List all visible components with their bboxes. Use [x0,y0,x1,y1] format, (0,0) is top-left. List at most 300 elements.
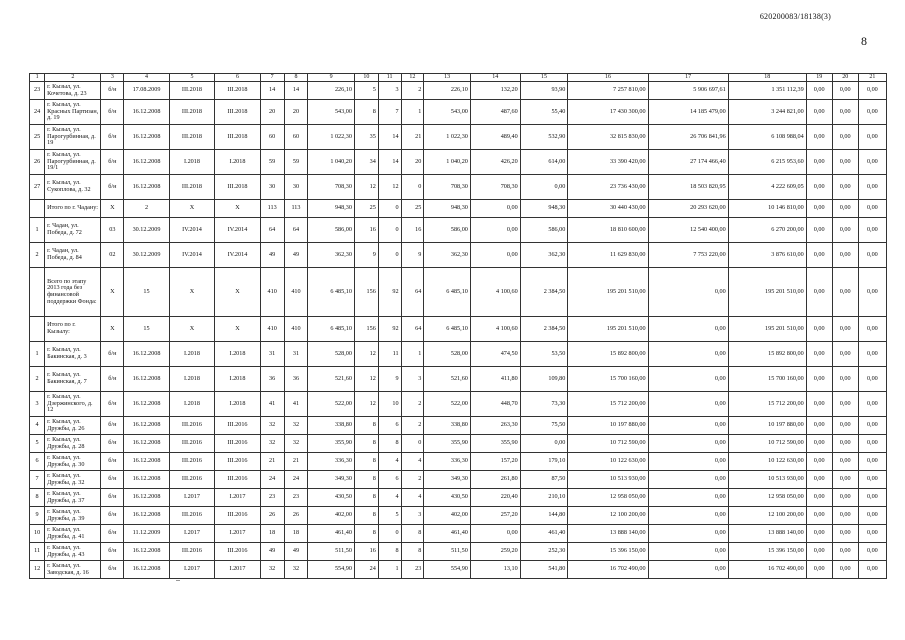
table-cell: 12 [354,392,378,417]
table-cell: 0,00 [806,367,832,392]
table-cell: 541,80 [520,561,568,579]
table-cell: б/н [101,435,124,453]
table-cell: 3 [30,392,45,417]
table-cell: 16.12.2008 [124,453,170,471]
table-cell: 21 [260,453,284,471]
table-cell: X [101,317,124,342]
address-cell: г. Кызыл, ул. Дружбы, д. 30 [45,453,101,471]
table-cell: 0,00 [858,543,886,561]
table-cell: 521,60 [308,367,355,392]
table-cell: 16.12.2008 [124,125,170,150]
table-cell: 64 [401,317,424,342]
table-cell: 13 888 140,00 [728,525,806,543]
table-cell: 0,00 [806,489,832,507]
table-cell: X [169,200,215,218]
table-cell: 132,20 [470,82,520,100]
table-cell: 0,00 [858,82,886,100]
table-cell: 0,00 [648,317,728,342]
column-number-row [30,74,887,82]
address-cell: г. Кызыл, ул. Сукоплова, д. 32 [45,175,101,200]
table-cell: 0,00 [648,268,728,317]
column-number: 13 [424,74,471,82]
table-cell: 23 [30,82,45,100]
table-row [30,317,887,342]
table-cell: 0,00 [806,435,832,453]
table-cell: 6 [378,471,401,489]
table-cell: 261,80 [470,471,520,489]
table-cell: 3 [378,82,401,100]
table-cell: III.2016 [215,453,261,471]
table-cell: 64 [284,218,308,243]
table-cell: 14 185 479,00 [648,100,728,125]
table-cell: 179,10 [520,453,568,471]
table-cell: 0 [401,175,424,200]
table-cell: б/н [101,342,124,367]
table-cell: 4 [378,489,401,507]
table-cell: 16.12.2008 [124,150,170,175]
table-cell: 0,00 [520,175,568,200]
table-cell: 0,00 [832,200,858,218]
table-cell: 18 503 820,95 [648,175,728,200]
table-cell: 10 197 880,00 [568,417,648,435]
table-cell: 7 [378,100,401,125]
table-cell: 0 [401,435,424,453]
table-cell: 49 [284,543,308,561]
table-cell: 14 [378,125,401,150]
table-cell: 0,00 [858,100,886,125]
table-cell: 16.12.2008 [124,417,170,435]
address-cell: г. Кызыл, ул. Дружбы, д. 43 [45,543,101,561]
table-cell: 14 [378,150,401,175]
table-cell: 16.12.2008 [124,543,170,561]
table-cell: 10 [30,525,45,543]
column-number: 9 [308,74,355,82]
table-cell: б/н [101,471,124,489]
table-cell: 226,10 [308,82,355,100]
table-cell: I.2018 [215,392,261,417]
table-cell: 532,90 [520,125,568,150]
table-cell: 30.12.2009 [124,243,170,268]
table-cell: 355,90 [308,435,355,453]
table-cell: 0,00 [806,392,832,417]
column-number: 21 [858,74,886,82]
table-cell: 0,00 [806,317,832,342]
table-cell: 0,00 [858,125,886,150]
table-cell: 15 [124,268,170,317]
table-cell: 16 702 490,00 [728,561,806,579]
address-cell: г. Кызыл, ул. Дружбы, д. 32 [45,471,101,489]
table-cell: 31 [260,342,284,367]
table-cell: 21 [401,125,424,150]
table-cell: 92 [378,317,401,342]
table-cell: 195 201 510,00 [728,268,806,317]
table-cell: 0,00 [832,435,858,453]
table-cell: 4 [378,453,401,471]
table-cell: III.2018 [215,100,261,125]
table-cell: 554,90 [308,561,355,579]
table-cell: 15 700 160,00 [728,367,806,392]
table-cell: 0,00 [470,218,520,243]
page-number: 8 [861,34,867,48]
column-number: 3 [101,74,124,82]
table-cell: 338,80 [424,417,471,435]
table-cell: 26 [284,507,308,525]
table-cell: 03 [101,218,124,243]
table-cell: 12 100 200,00 [568,507,648,525]
table-cell: 30.12.2009 [124,218,170,243]
table-cell: 17 430 300,00 [568,100,648,125]
table-cell: 18 810 600,00 [568,218,648,243]
column-number: 18 [728,74,806,82]
table-cell: 0,00 [832,489,858,507]
table-cell: 23 [401,561,424,579]
table-cell: 12 [354,175,378,200]
column-number: 16 [568,74,648,82]
table-cell: 12 [354,367,378,392]
table-cell: б/н [101,150,124,175]
table-cell: 11 [378,342,401,367]
table-cell: 0,00 [648,561,728,579]
column-number: 5 [169,74,215,82]
table-cell: 16.12.2008 [124,342,170,367]
table-cell: 0,00 [832,82,858,100]
table-cell: 0,00 [470,200,520,218]
table-cell: 16.12.2008 [124,367,170,392]
column-number: 10 [354,74,378,82]
address-cell: г. Кызыл, ул. Дружбы, д. 39 [45,507,101,525]
table-cell: 49 [284,243,308,268]
table-cell: 41 [260,392,284,417]
table-cell: 6 485,10 [424,317,471,342]
table-cell: 73,30 [520,392,568,417]
table-cell: 0,00 [832,218,858,243]
column-number: 6 [215,74,261,82]
table-cell: 23 736 430,00 [568,175,648,200]
table-cell: 528,00 [308,342,355,367]
table-cell: I.2017 [215,489,261,507]
table-cell: 15 396 150,00 [728,543,806,561]
table-cell: 0,00 [648,367,728,392]
table-cell: I.2017 [215,525,261,543]
table-cell: 33 390 420,00 [568,150,648,175]
table-cell: 12 958 050,00 [728,489,806,507]
table-cell: 49 [260,243,284,268]
table-cell: 511,50 [308,543,355,561]
table-cell: 15 892 800,00 [728,342,806,367]
table-cell: I.2018 [169,342,215,367]
table-cell: III.2016 [215,417,261,435]
table-cell: 25 [354,200,378,218]
table-cell: 448,70 [470,392,520,417]
table-cell: 14 [260,82,284,100]
table-cell: 1 [378,561,401,579]
table-cell: 32 [260,561,284,579]
table-cell: 3 [401,367,424,392]
table-cell: 195 201 510,00 [568,317,648,342]
table-cell: 708,30 [470,175,520,200]
table-cell: 0,00 [832,392,858,417]
table-cell: 25 [30,125,45,150]
table-cell: 27 [30,175,45,200]
table-cell: 0,00 [858,392,886,417]
table-cell: 411,80 [470,367,520,392]
table-cell: 362,30 [424,243,471,268]
table-cell: 614,00 [520,150,568,175]
table-cell: 2 [30,367,45,392]
table-cell: 26 [260,507,284,525]
table-cell [30,200,45,218]
address-cell: г. Кызыл, ул. Дружбы, д. 41 [45,525,101,543]
table-cell: 156 [354,268,378,317]
table-cell: 487,60 [470,100,520,125]
table-cell: 263,30 [470,417,520,435]
table-cell: 522,00 [308,392,355,417]
table-cell: 1 040,20 [308,150,355,175]
table-cell: 59 [260,150,284,175]
table-row [30,453,887,471]
table-cell: 11 629 830,00 [568,243,648,268]
scan-mark [176,580,180,581]
table-cell: 948,30 [520,200,568,218]
table-cell: III.2018 [169,125,215,150]
table-cell: 0,00 [832,317,858,342]
table-cell: б/н [101,100,124,125]
table-cell: 0,00 [832,543,858,561]
table-cell: IV.2014 [215,243,261,268]
table-cell: 6 108 988,04 [728,125,806,150]
table-cell: 0,00 [832,175,858,200]
table-row [30,342,887,367]
table-cell: 93,90 [520,82,568,100]
table-cell: 8 [354,435,378,453]
table-cell: 0,00 [832,125,858,150]
table-cell: 0,00 [832,150,858,175]
table-cell: IV.2014 [169,218,215,243]
table-cell: 16.12.2008 [124,507,170,525]
table-cell: 0,00 [858,317,886,342]
table-cell: 402,00 [424,507,471,525]
table-cell: 543,00 [424,100,471,125]
table-cell: 30 440 430,00 [568,200,648,218]
table-row [30,175,887,200]
table-cell: 1 [401,342,424,367]
table-cell: 2 [124,200,170,218]
table-cell: 9 [401,243,424,268]
table-cell: 18 [284,525,308,543]
table-cell: 0,00 [648,453,728,471]
table-cell: 9 [30,507,45,525]
table-cell: 8 [354,453,378,471]
address-cell: Итого по г. Чадану: [45,200,101,218]
table-cell: III.2016 [169,543,215,561]
table-cell: 0,00 [858,507,886,525]
table-cell: 16.12.2008 [124,561,170,579]
table-cell: 10 [378,392,401,417]
table-cell: 7 753 220,00 [648,243,728,268]
table-cell: 8 [354,100,378,125]
table-cell: 7 [30,471,45,489]
column-number: 19 [806,74,832,82]
table-row [30,525,887,543]
table-cell: 0,00 [858,150,886,175]
table-cell: 0,00 [648,342,728,367]
table-cell: 0,00 [806,82,832,100]
table-cell: III.2018 [215,175,261,200]
table-cell: 7 257 810,00 [568,82,648,100]
table-cell: 349,30 [308,471,355,489]
table-cell: 16 [401,218,424,243]
table-cell: 402,00 [308,507,355,525]
table-cell: 0,00 [858,471,886,489]
table-cell: 24 [354,561,378,579]
address-cell: г. Чадан, ул. Победа, д. 84 [45,243,101,268]
table-row [30,100,887,125]
table-cell: 410 [284,268,308,317]
table-cell: I.2017 [169,561,215,579]
table-cell: 6 270 200,00 [728,218,806,243]
column-number: 1 [30,74,45,82]
table-row [30,435,887,453]
table-cell: 10 712 590,00 [568,435,648,453]
table-cell: б/н [101,392,124,417]
table-cell: 2 [401,471,424,489]
table-cell: 16 702 490,00 [568,561,648,579]
table-cell: 23 [284,489,308,507]
table-cell: 2 384,50 [520,268,568,317]
table-cell: 16.12.2008 [124,489,170,507]
address-cell: г. Кызыл, ул. Дружбы, д. 37 [45,489,101,507]
table-cell: 0,00 [648,525,728,543]
table-cell: 708,30 [308,175,355,200]
column-number: 7 [260,74,284,82]
table-cell: 461,40 [520,525,568,543]
column-number: 14 [470,74,520,82]
table-cell: 1 022,30 [308,125,355,150]
table-cell: 474,50 [470,342,520,367]
table-cell: III.2018 [215,125,261,150]
table-cell: 948,30 [308,200,355,218]
table-cell: X [215,200,261,218]
table-cell: I.2018 [215,367,261,392]
table-cell: 35 [354,125,378,150]
table-cell: 16.12.2008 [124,392,170,417]
table-cell: 109,80 [520,367,568,392]
table-cell: 32 [284,435,308,453]
address-cell: г. Кызыл, ул. Кочетова, д. 23 [45,82,101,100]
address-cell: Итого по г. Кызылу: [45,317,101,342]
address-cell: г. Кызыл, ул. Бакинская, д. 7 [45,367,101,392]
table-cell: 8 [354,471,378,489]
table-cell: 2 384,50 [520,317,568,342]
table-cell: 0,00 [832,561,858,579]
table-cell: 0,00 [806,243,832,268]
table-cell: 528,00 [424,342,471,367]
table-cell: 0,00 [806,471,832,489]
table-cell: 0,00 [858,175,886,200]
table-cell: 55,40 [520,100,568,125]
table-cell: 16.12.2008 [124,471,170,489]
table-cell: 0,00 [858,367,886,392]
document-id: 620200083/18138(3) [759,12,831,21]
table-cell: 87,50 [520,471,568,489]
table-cell: 0,00 [832,243,858,268]
table-cell: 59 [284,150,308,175]
table-cell: 11.12.2009 [124,525,170,543]
table-cell: 21 [284,453,308,471]
table-cell: 0,00 [832,507,858,525]
table-cell: 20 293 620,00 [648,200,728,218]
table-cell: 1 [401,100,424,125]
table-cell: 0,00 [648,489,728,507]
table-cell: IV.2014 [169,243,215,268]
table-cell: 17.08.2009 [124,82,170,100]
table-cell: 0,00 [858,489,886,507]
table-cell: I.2018 [215,342,261,367]
table-cell: 410 [260,317,284,342]
table-cell: 13,10 [470,561,520,579]
table-cell: 0,00 [648,435,728,453]
table-cell: 12 [378,175,401,200]
table-cell: 355,90 [424,435,471,453]
table-cell: 0 [378,525,401,543]
table-cell: 0,00 [520,435,568,453]
table-cell: 8 [401,525,424,543]
table-cell: III.2018 [169,82,215,100]
table-cell: 16 [354,218,378,243]
table-cell: 0 [378,218,401,243]
table-cell: 543,00 [308,100,355,125]
table-cell: 64 [401,268,424,317]
table-cell: 12 [354,342,378,367]
table-cell: 0,00 [806,342,832,367]
table-cell: 16.12.2008 [124,175,170,200]
table-cell: 0,00 [858,417,886,435]
table-cell: 6 485,10 [308,268,355,317]
table-cell: 3 876 610,00 [728,243,806,268]
table-cell: 0,00 [806,561,832,579]
table-cell: 12 958 050,00 [568,489,648,507]
data-table [29,73,887,579]
table-cell: 6 485,10 [424,268,471,317]
table-cell: 0,00 [470,525,520,543]
table-cell: 0,00 [806,417,832,435]
table-cell: I.2017 [215,561,261,579]
table-cell: 18 [260,525,284,543]
table-cell: 410 [284,317,308,342]
table-cell: 24 [30,100,45,125]
table-cell: 1 [30,218,45,243]
table-cell: 15 396 150,00 [568,543,648,561]
table-cell: 6 215 953,60 [728,150,806,175]
table-cell: 336,30 [308,453,355,471]
table-cell: 32 815 830,00 [568,125,648,150]
table-row [30,125,887,150]
table-cell: 511,50 [424,543,471,561]
table-cell: 3 244 821,00 [728,100,806,125]
table-cell: 1 022,30 [424,125,471,150]
table-cell: 34 [354,150,378,175]
table-row [30,218,887,243]
table-cell: 26 [30,150,45,175]
table-cell: 157,20 [470,453,520,471]
table-cell: 210,10 [520,489,568,507]
table-cell: 0,00 [806,525,832,543]
table-cell: X [169,317,215,342]
column-number: 15 [520,74,568,82]
table-cell: 15 700 160,00 [568,367,648,392]
table-cell: III.2016 [169,453,215,471]
table-cell: 430,50 [308,489,355,507]
